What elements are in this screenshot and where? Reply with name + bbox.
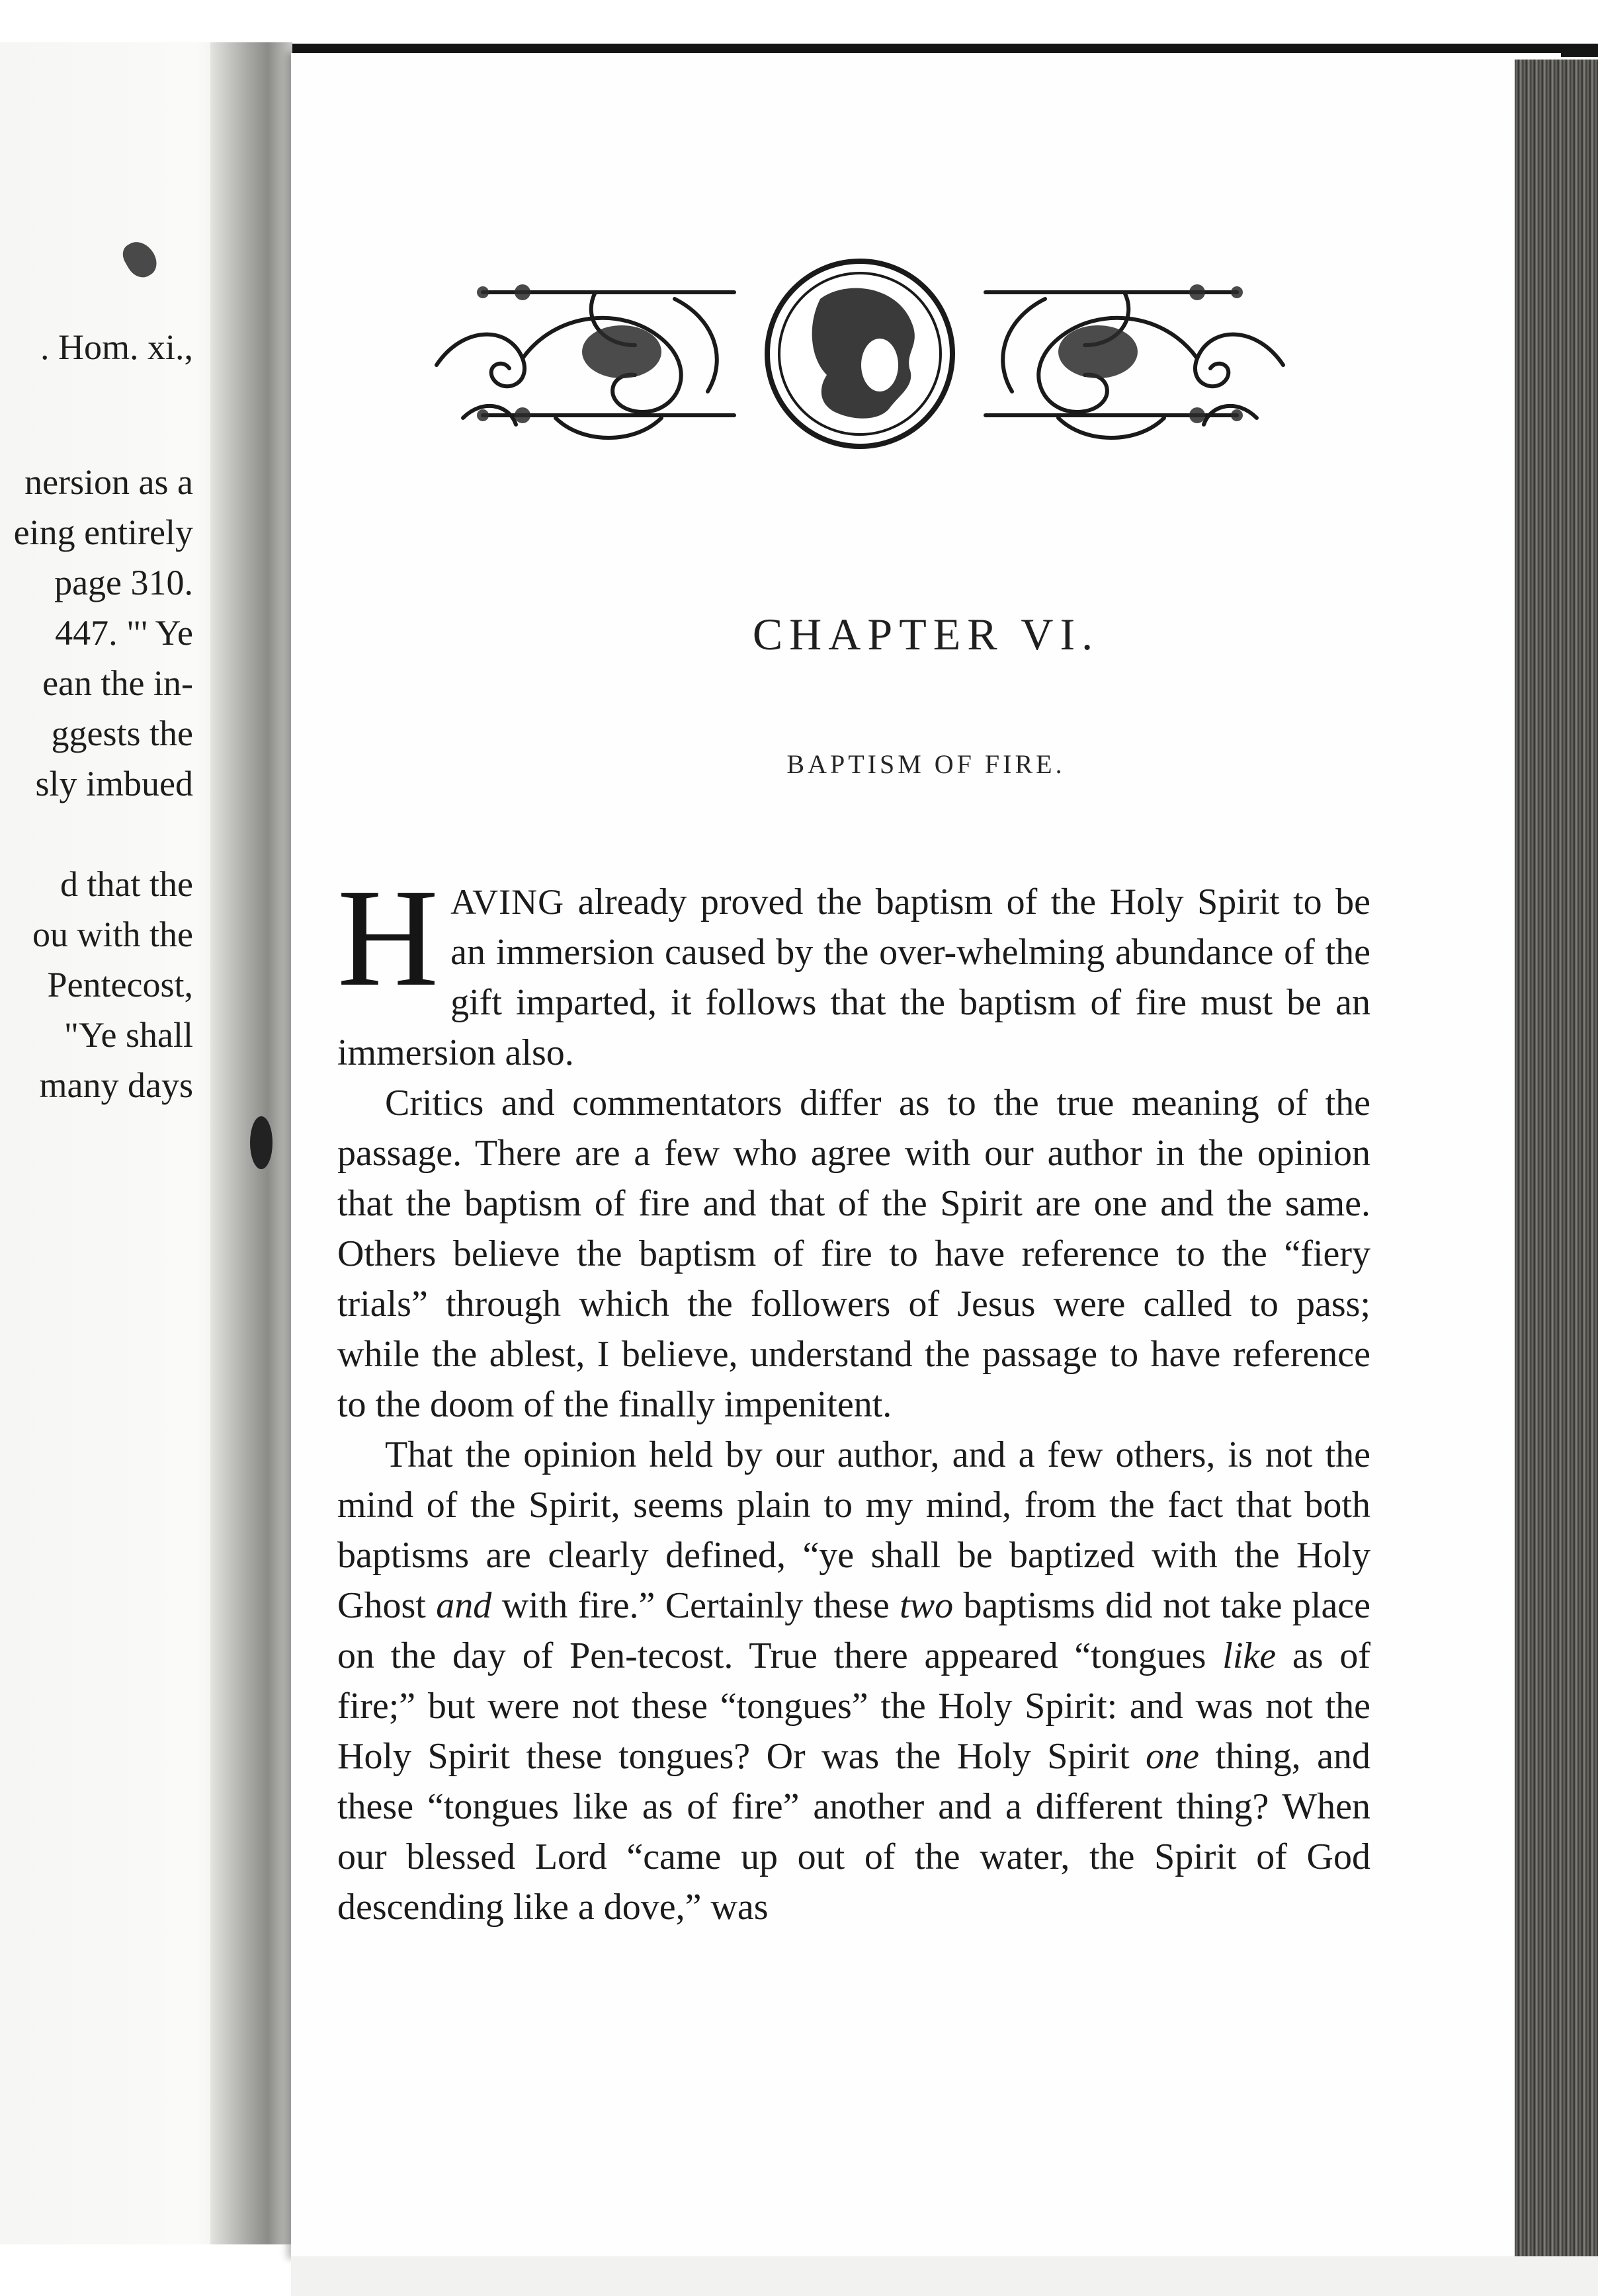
left-line: d that the: [60, 864, 193, 904]
emphasis: and: [436, 1585, 492, 1626]
chapter-title: CHAPTER VI.: [752, 609, 1100, 659]
left-facing-page: [0, 42, 246, 2244]
emphasis: one: [1146, 1736, 1200, 1777]
paragraph: [337, 1430, 1370, 1932]
left-line: many days: [39, 1065, 193, 1105]
left-line: 447. "' Ye: [55, 613, 193, 653]
ornamental-headpiece: [423, 253, 1296, 455]
paragraph-text: That the opinion held by our author, and a few others, is not the mind of the Spirit, seems plain to my mind, from the fact that both baptisms are clearly defined, “ye shall be baptized with the Holy Ghost: [337, 1434, 1370, 1626]
paragraph-text: with fire.” Certainly these: [491, 1585, 900, 1626]
paragraph: [337, 860, 1370, 1078]
left-line: "Ye shall: [63, 1015, 193, 1055]
left-line: page 310.: [54, 563, 193, 602]
emphasis: like: [1222, 1635, 1277, 1676]
left-line: ou with the: [32, 915, 193, 954]
section-title: BAPTISM OF FIRE.: [786, 749, 1066, 779]
left-line: sly imbued: [35, 764, 193, 803]
left-line: ean the in-: [42, 663, 193, 703]
left-line: ggests the: [51, 714, 193, 753]
drop-cap: H: [337, 860, 439, 1015]
left-line: eing entirely: [13, 512, 193, 552]
page-stack-edge: [1515, 60, 1598, 2296]
ink-smudge: [118, 236, 162, 282]
left-line: Pentecost,: [47, 965, 193, 1004]
paragraph: Critics and commentators differ as to the true meaning of the passage. There are a few who agree with our author in the opinion that the baptism of fire and that of the Spirit are one and the same. Others believe the baptism of fire to have reference to the “fiery trials” through which the followers of Jesus were called to pass; while the ablest, I believe, understand the passage to have reference to the doom of the finally impenitent.: [337, 1083, 1370, 1425]
left-line: nersion as a: [24, 462, 193, 502]
emphasis: two: [900, 1585, 954, 1626]
binding-hole: [250, 1116, 273, 1169]
paragraph-text: as of fire;” but were not these “tongues” the Holy Spirit: and was not the Holy Spirit these tongues? Or was the Holy Spirit: [337, 1635, 1371, 1777]
lead-word: AVING: [450, 882, 565, 922]
left-line: . Hom. xi.,: [40, 327, 193, 367]
chapter-body: [337, 860, 1371, 1932]
page-bottom-margin: [291, 2256, 1598, 2296]
paragraph-text: baptisms did not take place on the day of Pen-tecost. True there appeared “tongues: [337, 1585, 1371, 1676]
paragraph-text: already proved the baptism of the Holy Spirit to be an immersion caused by the over-whelming abundance of the gift imparted, it follows that the baptism of fire must be an immersion also.: [337, 882, 1370, 1073]
paragraph-text: thing, and these “tongues like as of fire” another and a different thing? When our blessed Lord “came up out of the water, the Spirit of God descending like a dove,” was: [337, 1736, 1370, 1928]
